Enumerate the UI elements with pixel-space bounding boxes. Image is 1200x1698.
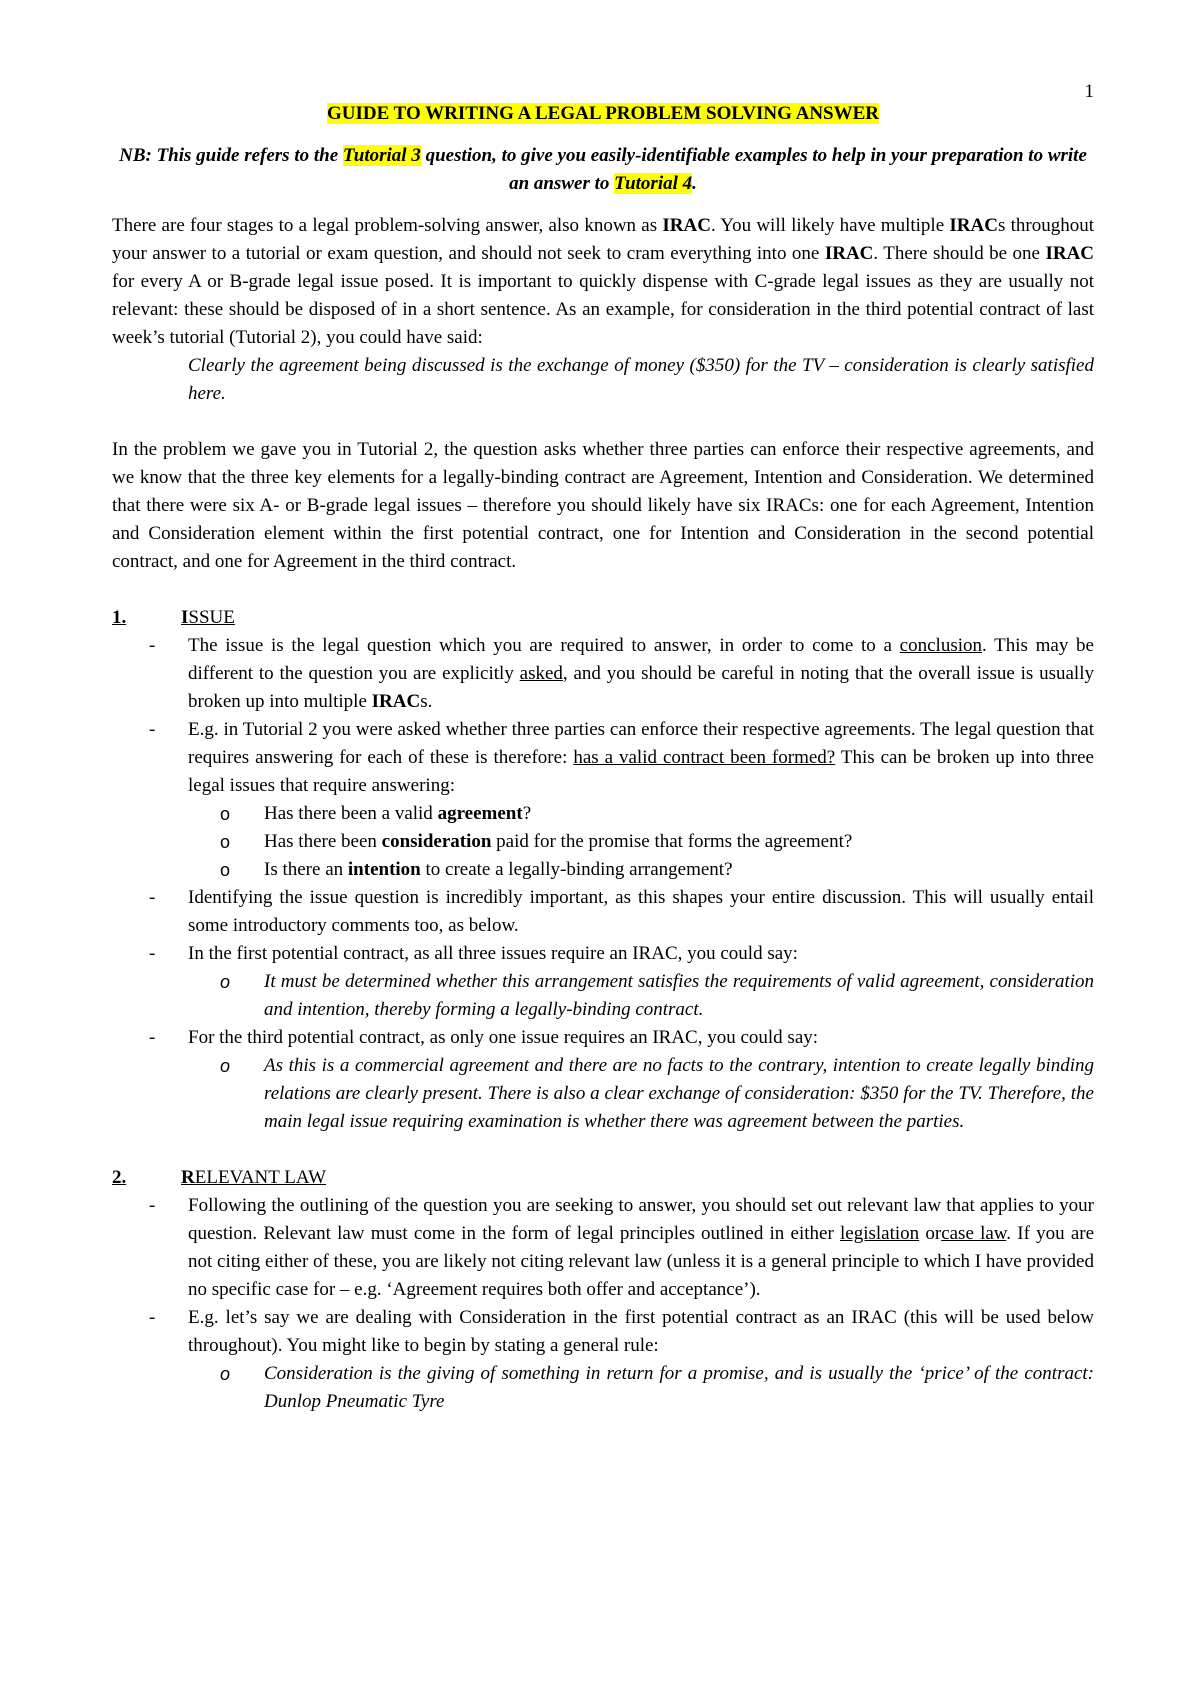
section-title-rest: SSUE: [188, 607, 235, 628]
text-run: Is there an: [264, 859, 348, 880]
irac-term: IRAC: [1045, 243, 1095, 264]
section-heading-issue: [112, 604, 1094, 632]
list-item: [112, 1024, 1094, 1136]
list-item: [112, 1304, 1094, 1416]
text-run: , and you should be careful in noting that the overall issue is usually broken up into multiple: [188, 663, 1094, 712]
irac-term: IRAC: [824, 243, 874, 264]
text-run: . This may be different to the question you are explicitly: [188, 635, 1094, 684]
section-title: [181, 604, 235, 632]
text-run: This can be broken up into three legal issues that require answering:: [188, 747, 1094, 796]
nb-text: .: [692, 173, 697, 194]
text-run: E.g. let’s say we are dealing with Consideration in the first potential contract as an IRAC (this will be used below throughout). You might like to begin by stating a general rule:: [188, 1307, 1094, 1356]
nb-text: question, to give you easily-identifiable examples to help in your preparation to write an answer to: [420, 145, 1087, 194]
text-run: Following the outlining of the question you are seeking to answer, you should set out relevant law that applies to your question. Relevant law must come in the form of legal principles outlined in either: [188, 1195, 1094, 1244]
text-run: Has there been a valid: [264, 803, 438, 824]
issue-sub-list: [188, 968, 1094, 1024]
list-item: [112, 1192, 1094, 1304]
nb-note: [112, 142, 1094, 198]
underlined-text: case law: [941, 1223, 1007, 1244]
issue-sub-list: [188, 800, 1094, 884]
text-run: ?: [522, 803, 532, 824]
bold-term: intention: [347, 859, 421, 880]
sub-list-item: [188, 800, 1094, 828]
section-number: 1.: [112, 607, 127, 628]
irac-term: IRAC: [949, 215, 998, 236]
sub-list-item: o Consideration is the giving of something in return for a promise, and is usually the ‘price’ of the contract: Dunlop Pneumatic Tyre: [188, 1360, 1094, 1416]
text-run: For the third potential contract, as only one issue requires an IRAC, you could say:: [188, 1027, 819, 1048]
text-run: paid for the promise that forms the agreement?: [491, 831, 853, 852]
text-run: Has there been: [264, 831, 382, 852]
issue-sub-list: [188, 1052, 1094, 1136]
intro-block: [112, 212, 1094, 408]
text-run: E.g. in Tutorial 2 you were asked whether three parties can enforce their respective agreements. The legal question that requires answering for each of these is therefore:: [188, 719, 1094, 768]
section-number: 2.: [112, 1167, 127, 1188]
sub-list-item: [188, 828, 1094, 856]
text-run: to create a legally-binding arrangement?: [420, 859, 733, 880]
document-title: [112, 100, 1094, 128]
text-run: . There should be one: [873, 243, 1046, 264]
issue-bullet-list: [112, 632, 1094, 1136]
underlined-text: asked: [519, 663, 563, 684]
list-item: - Identifying the issue question is incredibly important, as this shapes your entire discussion. This will usually entail some introductory comments too, as below.: [112, 884, 1094, 940]
irac-term: IRAC: [662, 215, 711, 236]
nb-highlight-tutorial-3: Tutorial 3: [342, 145, 421, 166]
text-run: . If you are not citing either of these, you are likely not citing relevant law (unless it is a general principle to which I have provided no specific case for – e.g. ‘Agreement requires both offer and acceptance’).: [188, 1223, 1095, 1300]
nb-highlight-tutorial-4: Tutorial 4: [614, 173, 693, 194]
text-run: s.: [420, 691, 433, 712]
section-initial: I: [181, 607, 189, 628]
bold-term: agreement: [437, 803, 523, 824]
list-item: [112, 940, 1094, 1024]
document-body: [112, 100, 1094, 1444]
text-run: The issue is the legal question which you are required to answer, in order to come to a: [188, 635, 900, 656]
underlined-text: conclusion: [899, 635, 982, 656]
list-item: [112, 632, 1094, 716]
text-run: In the first potential contract, as all three issues require an IRAC, you could say:: [188, 943, 798, 964]
sub-list-item: o It must be determined whether this arrangement satisfies the requirements of valid agreement, consideration and intention, thereby forming a legally-binding contract.: [188, 968, 1094, 1024]
bold-term: consideration: [381, 831, 492, 852]
intro-example: Clearly the agreement being discussed is the exchange of money ($350) for the TV – consideration is clearly satisfied here.: [188, 355, 1094, 404]
text-run: s throughout your answer to a tutorial or exam question, and should not seek to cram everything into one: [112, 215, 1095, 264]
text-run: There are four stages to a legal problem-solving answer, also known as: [112, 215, 663, 236]
irac-term: IRAC: [371, 691, 421, 712]
tutorial-2-block: [112, 436, 1094, 576]
nb-text: NB: This guide refers to the: [119, 145, 343, 166]
title-highlight: GUIDE TO WRITING A LEGAL PROBLEM SOLVING ANSWER: [326, 103, 880, 124]
list-item: [112, 716, 1094, 884]
section-issue: [112, 604, 1094, 1136]
section-title-rest: ELEVANT LAW: [194, 1167, 327, 1188]
text-run: for every A or B-grade legal issue posed. It is important to quickly dispense with C-grade legal issues as they are usually not relevant: these should be disposed of in a short sentence. As an example, for consideration in the third potential contract of last week’s tutorial (Tutorial 2), you could have said:: [112, 271, 1094, 348]
sub-list-item: o As this is a commercial agreement and there are no facts to the contrary, intention to create legally binding relations are clearly present. There is also a clear exchange of consideration: $350 for the TV. Therefore, the main legal issue requiring examination is whether there was agreement between the parties.: [188, 1052, 1094, 1136]
text-run: or: [919, 1223, 942, 1244]
page-number: 1: [1084, 81, 1094, 102]
underlined-text: legislation: [839, 1223, 920, 1244]
text-run: . You will likely have multiple: [710, 215, 950, 236]
underlined-text: has a valid contract been formed?: [573, 747, 836, 768]
sub-list-item: [188, 856, 1094, 884]
section-relevant-law: [112, 1164, 1094, 1416]
section-heading-relevant-law: [112, 1164, 1094, 1192]
relevant-law-bullet-list: [112, 1192, 1094, 1416]
section-title: [181, 1164, 326, 1192]
section-initial: R: [181, 1167, 195, 1188]
tutorial-2-paragraph: In the problem we gave you in Tutorial 2, the question asks whether three parties can enforce their respective agreements, and we know that the three key elements for a legally-binding contract are Agreement, Intention and Consideration. We determined that there were six A- or B-grade legal issues – therefore you should likely have six IRACs: one for each Agreement, Intention and Consideration element within the first potential contract, one for Intention and Consideration in the second potential contract, and one for Agreement in the third contract.: [112, 439, 1094, 572]
intro-paragraph: [112, 212, 1094, 352]
relevant-law-sub-list: [188, 1360, 1094, 1416]
